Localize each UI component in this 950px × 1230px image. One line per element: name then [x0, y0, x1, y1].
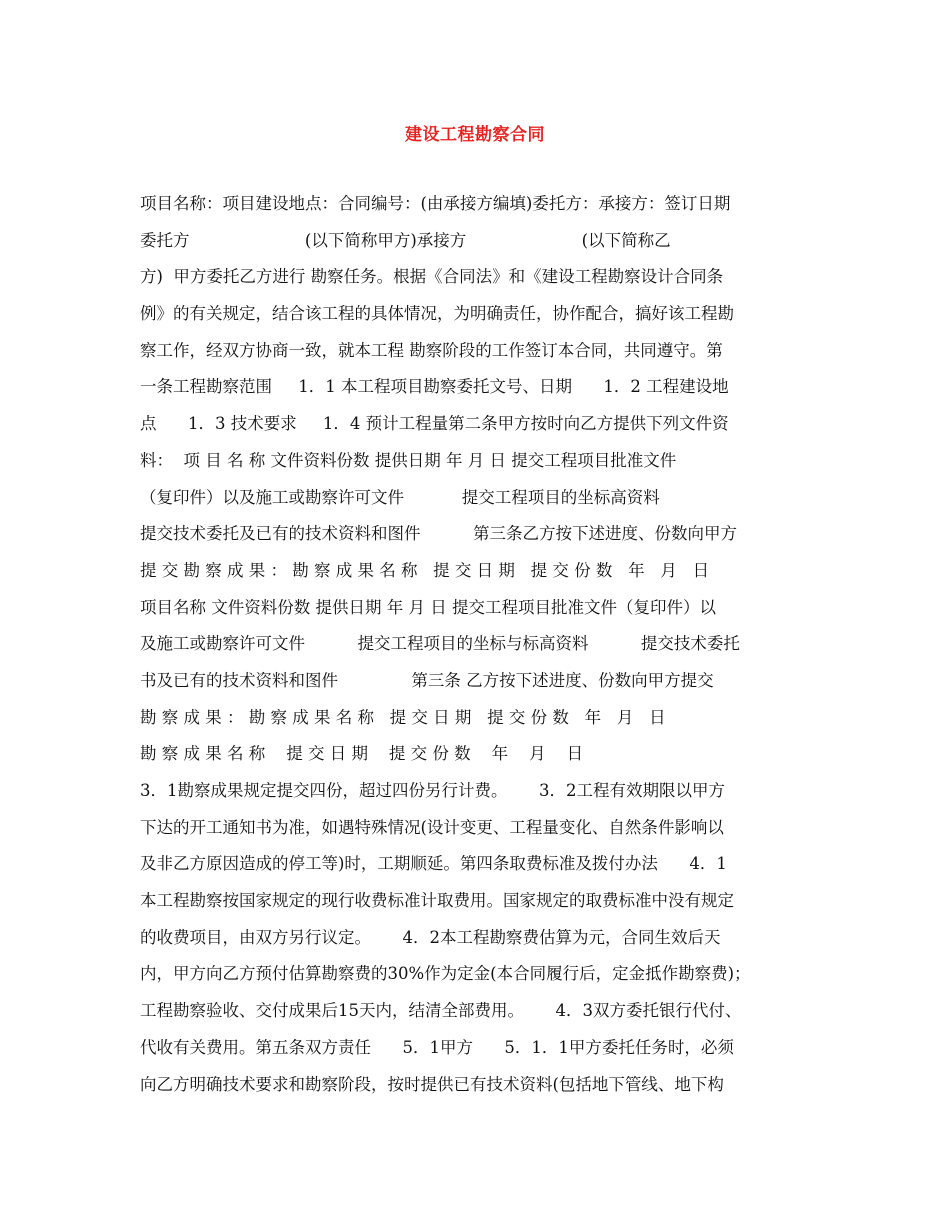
paragraph-line: 方) 甲方委托乙方进行 勘察任务。根据《合同法》和《建设工程勘察设计合同条	[140, 267, 724, 287]
paragraph-line: 一条工程勘察范围 1．1 本工程项目勘察委托文号、日期 1．2 工程建设地	[140, 377, 729, 397]
paragraph-line: 点 1．3 技术要求 1．4 预计工程量第二条甲方按时向乙方提供下列文件资	[140, 414, 729, 434]
paragraph-line: 提 交 勘 察 成 果 ： 勘 察 成 果 名 称 提 交 日 期 提 交 份 数 年 月 日	[140, 560, 710, 580]
paragraph-line: 本工程勘察按国家规定的现行收费标准计取费用。国家规定的取费标准中没有规定	[140, 891, 734, 911]
paragraph-line: 及施工或勘察许可文件 提交工程项目的坐标与标高资料 提交技术委托	[140, 634, 740, 654]
paragraph-line: 代收有关费用。第五条双方责任 5．1甲方 5．1．1甲方委托任务时，必须	[140, 1037, 734, 1057]
contract-body	[140, 186, 812, 1103]
paragraph-line: 例》的有关规定，结合该工程的具体情况，为明确责任，协作配合，搞好该工程勘	[140, 304, 734, 324]
paragraph-line: 下达的开工通知书为准，如遇特殊情况(设计变更、工程量变化、自然条件影响以	[140, 817, 724, 837]
paragraph-line: 委托方 (以下简称甲方)承接方 (以下简称乙	[140, 230, 671, 250]
paragraph-line: 察工作，经双方协商一致，就本工程 勘察阶段的工作签订本合同，共同遵守。第	[140, 340, 723, 360]
paragraph-line: （复印件）以及施工或勘察许可文件 提交工程项目的坐标高资料	[140, 487, 660, 507]
paragraph-line: 勘 察 成 果 名 称 提 交 日 期 提 交 份 数 年 月 日	[140, 744, 584, 764]
paragraph-line: 提交技术委托及已有的技术资料和图件 第三条乙方按下述进度、份数向甲方	[140, 524, 737, 544]
paragraph-line: 料： 项 目 名 称 文件资料份数 提供日期 年 月 日 提交工程项目批准文件	[140, 450, 677, 470]
paragraph-line: 向乙方明确技术要求和勘察阶段，按时提供已有技术资料(包括地下管线、地下构	[140, 1074, 724, 1094]
paragraph-line: 工程勘察验收、交付成果后15天内，结清全部费用。 4．3双方委托银行代付、	[140, 1001, 742, 1021]
contract-title: 建设工程勘察合同	[405, 125, 545, 145]
paragraph-line: 的收费项目，由双方另行议定。 4．2本工程勘察费估算为元，合同生效后天	[140, 927, 721, 947]
paragraph-line: 书及已有的技术资料和图件 第三条 乙方按下述进度、份数向甲方提交	[140, 670, 714, 690]
paragraph-line: 内，甲方向乙方预付估算勘察费的30%作为定金(本合同履行后，定金抵作勘察费)；	[140, 964, 751, 984]
paragraph-line: 项目名称：项目建设地点：合同编号：(由承接方编填)委托方：承接方：签订日期	[140, 194, 731, 213]
paragraph-line: 3．1勘察成果规定提交四份，超过四份另行计费。 3．2工程有效期限以甲方	[140, 781, 725, 800]
paragraph-line: 项目名称 文件资料份数 提供日期 年 月 日 提交工程项目批准文件（复印件）以	[140, 597, 716, 617]
paragraph-line: 勘 察 成 果 ： 勘 察 成 果 名 称 提 交 日 期 提 交 份 数 年 月 日	[140, 707, 666, 727]
paragraph-line: 及非乙方原因造成的停工等)时，工期顺延。第四条取费标准及拨付办法 4．1	[140, 854, 727, 874]
